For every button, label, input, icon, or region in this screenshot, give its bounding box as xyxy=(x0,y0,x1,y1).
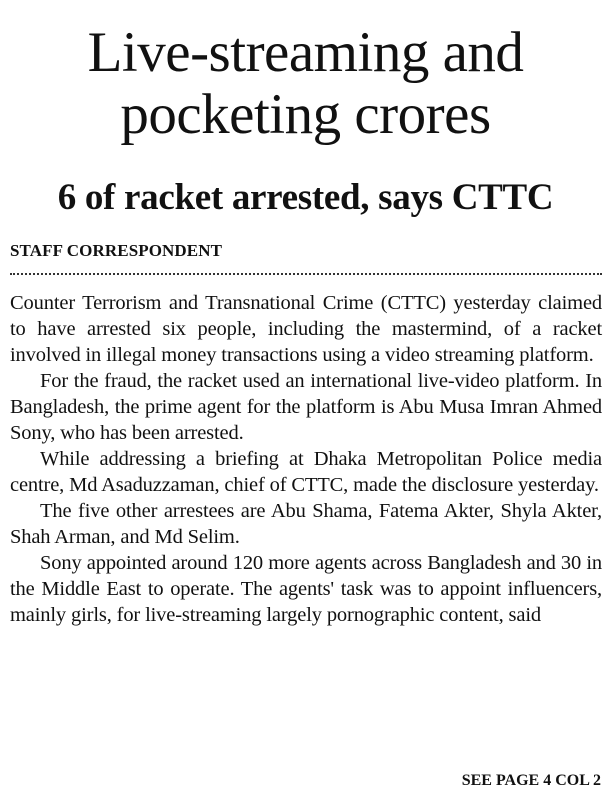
paragraph-4: The five other arrestees are Abu Shama, Fatema Akter, Shyla Akter, Shah Arman, and Md Selim. xyxy=(10,500,602,548)
headline-line-2: pocketing crores xyxy=(120,83,491,146)
continuation-jump-line: SEE PAGE 4 COL 2 xyxy=(461,772,601,789)
headline xyxy=(0,22,611,146)
headline-line-1: Live-streaming and xyxy=(87,21,524,84)
paragraph-2: For the fraud, the racket used an international live-video platform. In Bangladesh, the prime agent for the platform is Abu Musa Imran Ahmed Sony, who has been arrested. xyxy=(10,370,602,444)
dotted-divider xyxy=(10,273,602,275)
byline: STAFF CORRESPONDENT xyxy=(10,241,223,260)
article-body xyxy=(10,290,602,628)
subheadline: 6 of racket arrested, says CTTC xyxy=(57,177,554,218)
paragraph-3: While addressing a briefing at Dhaka Metropolitan Police media centre, Md Asaduzzaman, chief of CTTC, made the disclosure yesterday. xyxy=(10,448,602,496)
paragraph-1: Counter Terrorism and Transnational Crime (CTTC) yesterday claimed to have arrested six people, including the mastermind, of a racket involved in illegal money transactions using a video streaming platform. xyxy=(10,292,602,366)
paragraph-5: Sony appointed around 120 more agents across Bangladesh and 30 in the Middle East to operate. The agents' task was to appoint influencers, mainly girls, for live-streaming largely pornographic content, said xyxy=(10,552,602,626)
